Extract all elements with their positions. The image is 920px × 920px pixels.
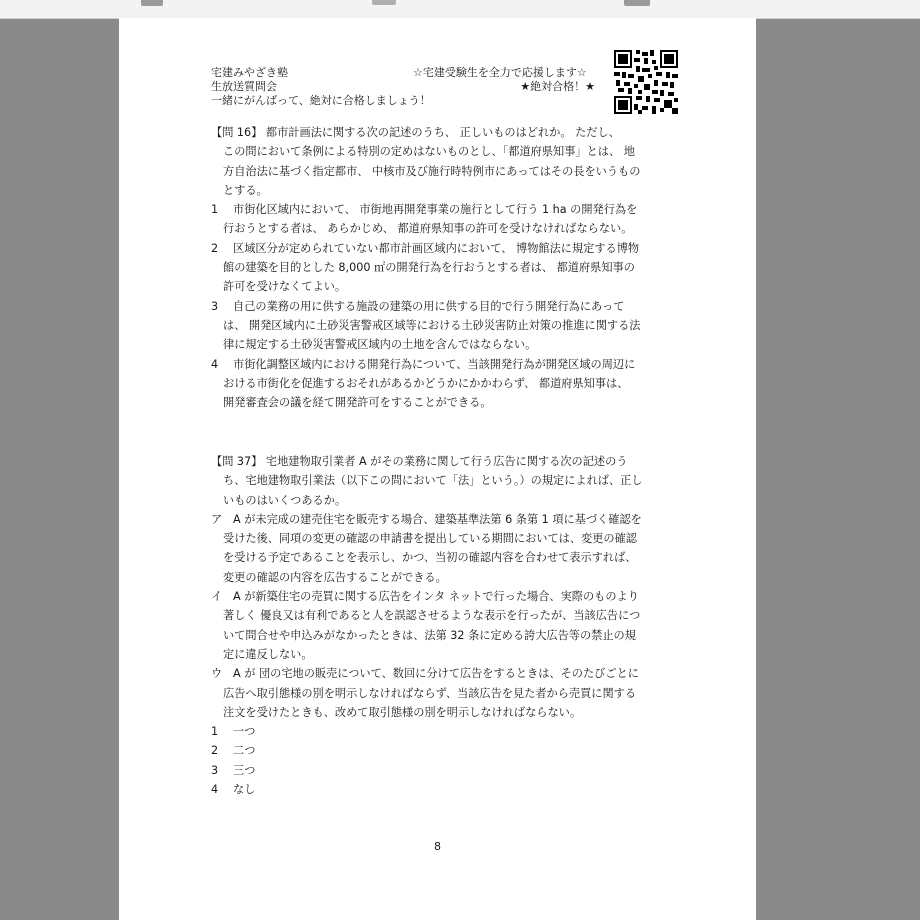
option-number: 4 bbox=[211, 357, 219, 371]
header-left bbox=[211, 66, 431, 108]
document-page bbox=[119, 18, 756, 920]
option-text-line: おける市街化を促進するおそれがあるかどうかにかかわらず、 都道府県知事は、 bbox=[223, 376, 629, 390]
question-text-line: とする。 bbox=[223, 183, 268, 197]
header-session: 生放送質問会 bbox=[211, 80, 277, 93]
answer-option-3 bbox=[211, 761, 671, 780]
answer-option-4 bbox=[211, 780, 671, 799]
qr-code bbox=[614, 50, 678, 114]
question-37 bbox=[211, 452, 671, 799]
viewer-toolbar bbox=[0, 0, 920, 19]
question-text-line: 【問 16】 都市計画法に関する次の記述のうち、 正しいものはどれか。 ただし、 bbox=[211, 126, 620, 139]
statement-text-line: 定に違反しない。 bbox=[223, 647, 313, 661]
question-text-line: 方自治法に基づく指定都市、 中核市及び施行時特例市にあってはその長をいうもの bbox=[223, 164, 641, 178]
header-right bbox=[413, 66, 595, 94]
question-text-line: 【問 37】 宅地建物取引業者 A がその業務に関して行う広告に関する次の記述のう bbox=[211, 455, 628, 468]
statement-label: ウ bbox=[211, 667, 223, 681]
answer-number: 2 bbox=[211, 744, 219, 758]
question-text-line: ち、宅地建物取引業法（以下この問において「法」という。）の規定によれば、正し bbox=[223, 474, 643, 488]
option-text-line: 開発審査会の議を経て開発許可をすることができる。 bbox=[223, 396, 492, 410]
header-support: ☆宅建受験生を全力で応援します☆ bbox=[413, 66, 587, 79]
option-number: 3 bbox=[211, 299, 219, 313]
option-text-line: 館の建築を目的とした 8,000 ㎡の開発行為を行おうとする者は、 都道府県知事の bbox=[223, 261, 635, 275]
statement-label: ア bbox=[211, 512, 223, 526]
statement-text-line: 受けた後、同項の変更の確認の申請書を提出している期間においては、変更の確認 bbox=[223, 532, 637, 546]
option-number: 1 bbox=[211, 203, 219, 217]
option-text-line: 自己の業務の用に供する施設の建築の用に供する目的で行う開発行為にあって bbox=[233, 299, 625, 313]
answer-text: 二つ bbox=[233, 744, 256, 758]
statement-text-line: 著しく 優良又は有利であると人を誤認させるような表示を行ったが、当該広告につ bbox=[223, 609, 641, 623]
tools-icon[interactable] bbox=[624, 0, 650, 6]
option-text-line: は、 開発区域内に土砂災害警戒区域等における土砂災害防止対策の推進に関する法 bbox=[223, 318, 641, 332]
statement-text-line: 変更の確認の内容を広告することができる。 bbox=[223, 570, 447, 584]
answer-number: 1 bbox=[211, 725, 219, 739]
statement-label: イ bbox=[211, 590, 223, 604]
document-icon[interactable] bbox=[141, 0, 163, 6]
annotate-icon[interactable] bbox=[372, 0, 396, 5]
header-slogan: 一緒にがんばって、絶対に合格しましょう！ bbox=[211, 94, 431, 107]
statement-u bbox=[211, 664, 671, 722]
question-text-line: この問において条例による特別の定めはないものとし、「都道府県知事」とは、 地 bbox=[223, 145, 635, 159]
answer-text: なし bbox=[233, 783, 256, 797]
answer-text: 三つ bbox=[233, 763, 256, 777]
option-text-line: 区域区分が定められていない都市計画区域内において、 博物館法に規定する博物 bbox=[233, 241, 640, 255]
answer-option-1 bbox=[211, 722, 671, 741]
option-4 bbox=[211, 355, 671, 413]
statement-text-line: 広告へ取引態様の別を明示しなければならず、当該広告を見た者から売買に関する bbox=[223, 686, 637, 700]
option-1 bbox=[211, 200, 671, 239]
statement-text-line: A が 団の宅地の販売について、数回に分けて広告をするときは、そのたびごとに bbox=[233, 667, 639, 681]
option-2 bbox=[211, 239, 671, 297]
statement-text-line: 注文を受けたときも、改めて取引態様の別を明示しなければならない。 bbox=[223, 705, 582, 719]
statement-i bbox=[211, 587, 671, 664]
option-text-line: 市街化区域内において、 市街地再開発事業の施行として行う 1 ha の開発行為を bbox=[233, 203, 638, 217]
option-number: 2 bbox=[211, 241, 219, 255]
statement-text-line: を受ける予定であることを表示し、かつ、当初の確認内容を合わせて表示すれば、 bbox=[223, 551, 637, 565]
answer-number: 3 bbox=[211, 763, 219, 777]
answer-option-2 bbox=[211, 741, 671, 760]
statement-a bbox=[211, 510, 671, 587]
statement-text-line: A が未完成の建売住宅を販売する場合、建築基準法第 6 条第 1 項に基づく確認を bbox=[233, 512, 642, 526]
page-number: 8 bbox=[434, 840, 441, 853]
option-text-line: 律に規定する土砂災害警戒区域内の土地を含んではならない。 bbox=[223, 338, 537, 352]
question-16 bbox=[211, 123, 671, 412]
question-text-line: いものはいくつあるか。 bbox=[223, 493, 347, 507]
answer-text: 一つ bbox=[233, 725, 256, 739]
option-text-line: 許可を受けなくてよい。 bbox=[223, 280, 347, 294]
statement-text-line: いて問合せや申込みがなかったときは、法第 32 条に定める誇大広告等の禁止の規 bbox=[223, 628, 636, 642]
statement-text-line: A が新築住宅の売買に関する広告をインタ ネットで行った場合、実際のものより bbox=[233, 590, 639, 604]
answer-number: 4 bbox=[211, 783, 219, 797]
header-school: 宅建みやざき塾 bbox=[211, 66, 288, 79]
option-text-line: 行おうとする者は、 あらかじめ、 都道府県知事の許可を受けなければならない。 bbox=[223, 222, 633, 236]
option-text-line: 市街化調整区域内における開発行為について、当該開発行為が開発区域の周辺に bbox=[233, 357, 636, 371]
header-pass: ★絶対合格！★ bbox=[520, 80, 595, 93]
option-3 bbox=[211, 297, 671, 355]
